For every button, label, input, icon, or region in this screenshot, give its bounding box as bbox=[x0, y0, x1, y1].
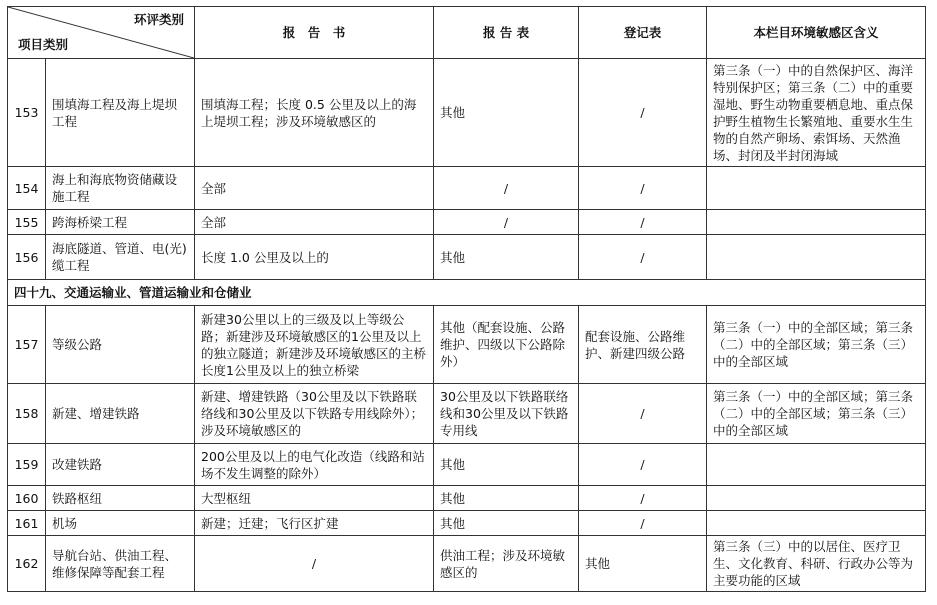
project-name: 新建、增建铁路 bbox=[46, 384, 195, 444]
table-row bbox=[8, 167, 926, 210]
table-row bbox=[8, 486, 926, 511]
sensitive-area-cell bbox=[707, 511, 926, 536]
table-row bbox=[8, 536, 926, 592]
row-number: 162 bbox=[8, 536, 46, 592]
project-name: 改建铁路 bbox=[46, 444, 195, 486]
report-form-cell: / bbox=[434, 210, 579, 235]
project-name: 导航台站、供油工程、维修保障等配套工程 bbox=[46, 536, 195, 592]
report-book-cell: 新建、增建铁路（30公里及以下铁路联络线和30公里及以下铁路专用线除外）；涉及环境敏感区的 bbox=[195, 384, 434, 444]
row-number: 160 bbox=[8, 486, 46, 511]
project-name: 海底隧道、管道、电(光)缆工程 bbox=[46, 235, 195, 280]
report-form-cell: 其他 bbox=[434, 59, 579, 167]
sensitive-area-cell bbox=[707, 235, 926, 280]
report-book-cell: 围填海工程；长度 0.5 公里及以上的海上堤坝工程；涉及环境敏感区的 bbox=[195, 59, 434, 167]
report-book-cell: 长度 1.0 公里及以上的 bbox=[195, 235, 434, 280]
header-report-book: 报 告 书 bbox=[195, 7, 434, 59]
report-book-cell: 全部 bbox=[195, 167, 434, 210]
report-book-cell: / bbox=[195, 536, 434, 592]
registration-cell: / bbox=[579, 384, 707, 444]
report-book-cell: 新建；迁建；飞行区扩建 bbox=[195, 511, 434, 536]
report-form-cell: 其他 bbox=[434, 511, 579, 536]
project-name: 跨海桥梁工程 bbox=[46, 210, 195, 235]
header-project-category: 项目类别 bbox=[18, 37, 69, 52]
report-form-cell: 30公里及以下铁路联络线和30公里及以下铁路专用线 bbox=[434, 384, 579, 444]
registration-cell: / bbox=[579, 59, 707, 167]
row-number: 157 bbox=[8, 306, 46, 384]
registration-cell: 配套设施、公路维护、新建四级公路 bbox=[579, 306, 707, 384]
sensitive-area-cell: 第三条（一）中的自然保护区、海洋特别保护区；第三条（二）中的重要湿地、野生动物重要栖息地、重点保护野生植物生长繁殖地、重要水生生物的自然产卵场、索饵场、天然渔场、封闭及半封闭海域 bbox=[707, 59, 926, 167]
row-number: 155 bbox=[8, 210, 46, 235]
sensitive-area-cell: 第三条（一）中的全部区域；第三条（二）中的全部区域；第三条（三）中的全部区域 bbox=[707, 306, 926, 384]
row-number: 158 bbox=[8, 384, 46, 444]
report-form-cell: 其他 bbox=[434, 235, 579, 280]
table-row bbox=[8, 306, 926, 384]
report-form-cell: 其他 bbox=[434, 444, 579, 486]
registration-cell: / bbox=[579, 486, 707, 511]
sensitive-area-cell: 第三条（一）中的全部区域；第三条（二）中的全部区域；第三条（三）中的全部区域 bbox=[707, 384, 926, 444]
report-book-cell: 200公里及以上的电气化改造（线路和站场不发生调整的除外） bbox=[195, 444, 434, 486]
table-row bbox=[8, 444, 926, 486]
table-row bbox=[8, 384, 926, 444]
header-report-form: 报 告 表 bbox=[434, 7, 579, 59]
registration-cell: / bbox=[579, 167, 707, 210]
registration-cell: 其他 bbox=[579, 536, 707, 592]
header-eia-category: 环评类别 bbox=[133, 12, 184, 27]
project-name: 海上和海底物资储藏设施工程 bbox=[46, 167, 195, 210]
sensitive-area-cell bbox=[707, 486, 926, 511]
report-form-cell: 其他 bbox=[434, 486, 579, 511]
section-title: 四十九、交通运输业、管道运输业和仓储业 bbox=[8, 280, 926, 306]
row-number: 154 bbox=[8, 167, 46, 210]
registration-cell: / bbox=[579, 235, 707, 280]
row-number: 161 bbox=[8, 511, 46, 536]
registration-cell: / bbox=[579, 444, 707, 486]
row-number: 156 bbox=[8, 235, 46, 280]
registration-cell: / bbox=[579, 210, 707, 235]
diagonal-header-cell bbox=[8, 7, 195, 59]
table-row bbox=[8, 59, 926, 167]
sensitive-area-cell bbox=[707, 167, 926, 210]
section-row bbox=[8, 280, 926, 306]
report-form-cell: 其他（配套设施、公路维护、四级以下公路除外） bbox=[434, 306, 579, 384]
project-name: 机场 bbox=[46, 511, 195, 536]
project-name: 围填海工程及海上堤坝工程 bbox=[46, 59, 195, 167]
registration-cell: / bbox=[579, 511, 707, 536]
header-registration-form: 登记表 bbox=[579, 7, 707, 59]
sensitive-area-cell bbox=[707, 444, 926, 486]
regulation-table bbox=[7, 6, 926, 592]
report-book-cell: 新建30公里以上的三级及以上等级公路；新建涉及环境敏感区的1公里及以上的独立隧道；新建涉及环境敏感区的主桥长度1公里及以上的独立桥梁 bbox=[195, 306, 434, 384]
table-header-row bbox=[8, 7, 926, 59]
sensitive-area-cell bbox=[707, 210, 926, 235]
table-row bbox=[8, 511, 926, 536]
project-name: 铁路枢纽 bbox=[46, 486, 195, 511]
report-book-cell: 大型枢纽 bbox=[195, 486, 434, 511]
report-book-cell: 全部 bbox=[195, 210, 434, 235]
project-name: 等级公路 bbox=[46, 306, 195, 384]
row-number: 159 bbox=[8, 444, 46, 486]
table-row bbox=[8, 210, 926, 235]
report-form-cell: 供油工程；涉及环境敏感区的 bbox=[434, 536, 579, 592]
sensitive-area-cell: 第三条（三）中的以居住、医疗卫生、文化教育、科研、行政办公等为主要功能的区域 bbox=[707, 536, 926, 592]
table-row bbox=[8, 235, 926, 280]
report-form-cell: / bbox=[434, 167, 579, 210]
row-number: 153 bbox=[8, 59, 46, 167]
header-sensitive-area-meaning: 本栏目环境敏感区含义 bbox=[707, 7, 926, 59]
